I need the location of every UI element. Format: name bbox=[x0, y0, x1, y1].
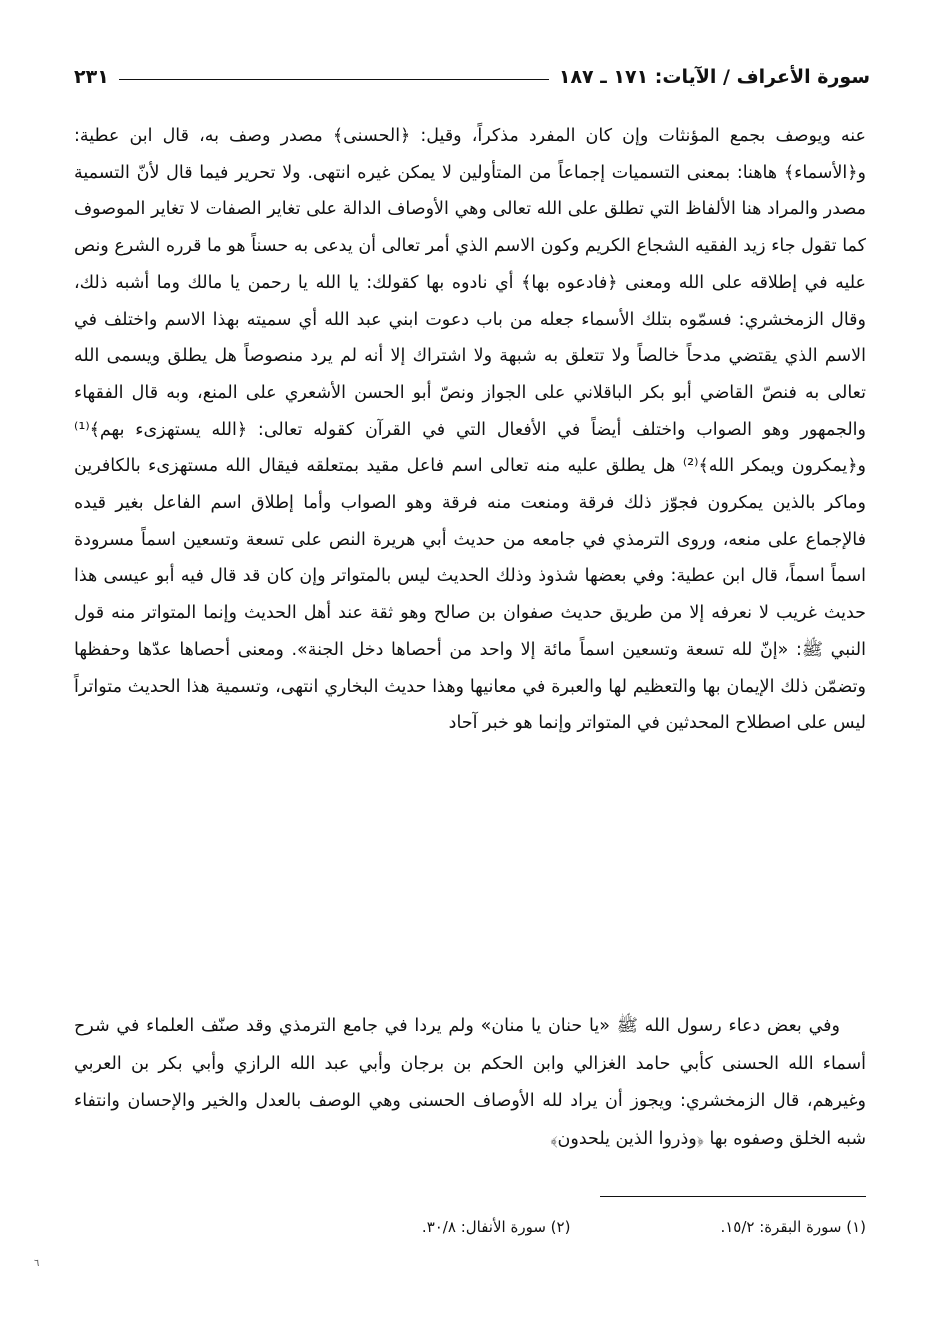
header-rule bbox=[119, 79, 549, 80]
running-header bbox=[74, 60, 870, 94]
header-title: سورة الأعراف / الآيات: ١٧١ ـ ١٨٧ bbox=[558, 66, 870, 88]
footnote-rule bbox=[600, 1196, 866, 1197]
corner-mark: ٦ bbox=[34, 1258, 40, 1269]
footnote-2: (٢) سورة الأنفال: ٣٠/٨. bbox=[421, 1218, 571, 1236]
main-text-block bbox=[74, 118, 866, 742]
footnote-1: (١) سورة البقرة: ١٥/٢. bbox=[720, 1218, 866, 1236]
footnotes bbox=[74, 1218, 866, 1236]
main-paragraph: عنه ويوصف بجمع المؤنثات وإن كان المفرد مذكراً، وقيل: ﴿الحسنى﴾ مصدر وصف به، قال ابن عطية: و﴿الأسماء﴾ هاهنا: بمعنى التسميات إجماعاً من المتأولين لا يمكن غيره انتهى. ولا تحرير فيما قال لأنّ التسمية مصدر والمراد هنا الألفاظ التي تطلق على الله تعالى وهي الأوصاف الدالة على تغاير الصفات لا تغاير الموصوف كما تقول جاء زيد الفقيه الشجاع الكريم وكون الاسم الذي أمر تعالى أن يدعى به حسناً هو ما قرره الشرع ونص عليه في إطلاقه على الله ومعنى ﴿فادعوه بها﴾ أي نادوه بها كقولك: يا الله يا رحمن يا مالك وما أشبه ذلك، وقال الزمخشري: فسمّوه بتلك الأسماء جعله من باب دعوت ابني عبد الله أي سميته بهذا الاسم واختلف في الاسم الذي يقتضي مدحاً خالصاً ولا تتعلق به شبهة ولا اشتراك إلا أنه لم يرد منصوصاً هل يطلق ويسمى الله تعالى به فنصّ القاضي أبو بكر الباقلاني على الجواز ونصّ أبو الحسن الأشعري على المنع، وبه قال الفقهاء والجمهور وهو الصواب واختلف أيضاً في الأفعال التي في القرآن كقوله تعالى: ﴿الله يستهزىء بهم﴾⁽¹⁾ و﴿يمكرون ويمكر الله﴾⁽²⁾ هل يطلق عليه منه تعالى اسم فاعل مقيد بمتعلقه فيقال الله مستهزىء بالكافرين وماكر بالذين يمكرون فجوّز ذلك فرقة ومنعت منه فرقة وهو الصواب وأما إطلاق اسم الفاعل بغير قيده فالإجماع على منعه، وروى الترمذي في جامعه من حديث أبي هريرة النص على تسعة وتسعين اسماً مسرودة اسماً اسماً، قال ابن عطية: وفي بعضها شذوذ وذلك الحديث ليس بالمتواتر وإن كان قد قال فيه أبو عيسى هذا حديث غريب لا نعرفه إلا من طريق حديث صفوان بن صالح وهو ثقة عند أهل الحديث وإنما المتواتر منه قول النبي ﷺ: «إنّ لله تسعة وتسعين اسماً مائة إلا واحد من أحصاها دخل الجنة». ومعنى أحصاها عدّها وحفظها وتضمّن ذلك الإيمان بها والتعظيم لها والعبرة في معانيها وهذا حديث البخاري انتهى، وتسمية هذا الحديث متواتراً ليس على اصطلاح المحدثين في المتواتر وإنما هو خبر آحاد bbox=[74, 126, 867, 734]
page-number: ٢٣١ bbox=[74, 66, 109, 88]
second-paragraph: وفي بعض دعاء رسول الله ﷺ «يا حنان يا منان» ولم يردا في جامع الترمذي وقد صنّف العلماء في شرح أسماء الله الحسنى كأبي حامد الغزالي وابن الحكم بن برجان وأبي عبد الله الرازي وأبي بكر بن العربي وغيرهم، قال الزمخشري: ويجوز أن يراد لله الأوصاف الحسنى وهي الوصف بالعدل والخير والإحسان وانتفاء شبه الخلق وصفوه بها ﴿وذروا الذين يلحدون﴾ bbox=[74, 1016, 866, 1149]
